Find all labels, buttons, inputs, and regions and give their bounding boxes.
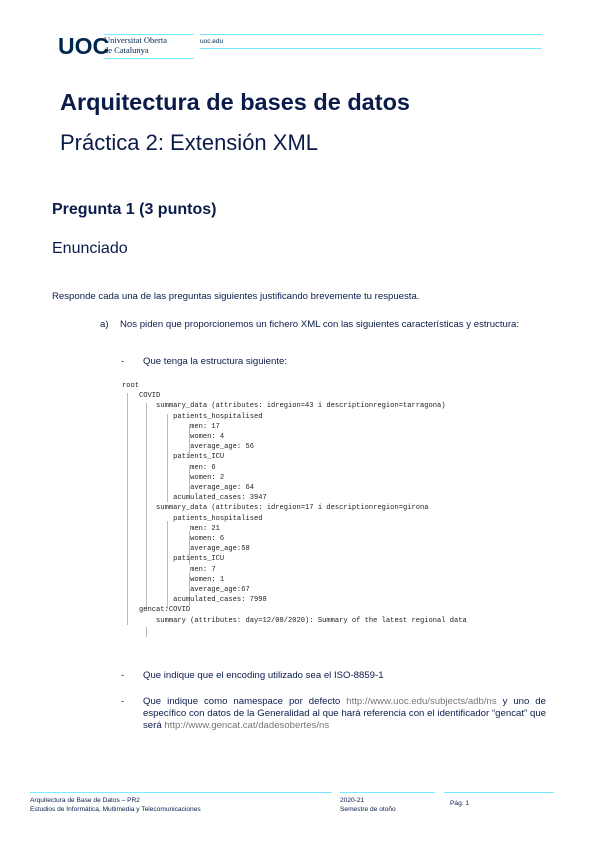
header-rule-top [200,34,542,35]
default-namespace-url[interactable]: http://www.uoc.edu/subjects/adb/ns [346,696,497,707]
bullet-dash: - [121,356,125,367]
list-item-a-text: Nos piden que proporcionemos un fichero XML con las siguientes características y estructura: [120,319,520,330]
university-name [104,36,167,55]
footer-rule-left [30,792,332,793]
bullet-dash: - [121,696,125,707]
document-title: Arquitectura de bases de datos [60,89,410,115]
bullet-namespace-text [143,696,546,732]
footer-course-name: Arquitectura de Base de Datos – PR2 [30,797,140,804]
header-url-link[interactable]: uoc.edu [200,38,224,45]
header-rule-bottom [200,48,542,49]
bullet-dash: - [121,670,125,681]
xml-structure-code-block: root COVID summary_data (attributes: idregion=43 i descriptionregion=tarragona) patients_hospitalised men: 17 women: 4 average_age: 56 patients_ICU men: 6 women: 2 average_age: 64 acumulated_cases: 3947 summary_data (attributes: idregion=17 i descriptionregion=girona patients_hospitalised men: 21 women: 6 average_age:58 patients_ICU men: 7 women: 1 average_age:67 acumulated_cases: 7998 gencat:COVID summary (attributes: day=12/08/2020): Summary of the latest regional data [122,382,467,625]
footer-rule-right [444,792,554,793]
university-name-line1: Universitat Oberta [104,35,168,45]
bullet-structure-text: Que tenga la estructura siguiente: [143,356,287,367]
list-marker-a: a) [100,319,109,330]
uoc-logo-letters: UOC [58,33,110,59]
namespace-text-part1: Que indique como namespace por defecto [143,696,347,707]
footer-studies-name: Estudios de Informática, Multimedia y Telecomunicaciones [30,806,201,813]
bullet-encoding-text: Que indique que el encoding utilizado sea el ISO-8859-1 [143,670,384,681]
footer-page-number: Pág. 1 [450,800,470,807]
footer-rule-middle [340,792,435,793]
intro-paragraph: Responde cada una de las preguntas siguientes justificando brevemente tu respuesta. [52,291,420,302]
footer-semester: Semestre de otoño [340,806,396,813]
document-subtitle: Práctica 2: Extensión XML [60,130,319,155]
header-rule-bottom-left [104,58,194,59]
section-heading: Enunciado [52,240,128,257]
uoc-logo-icon [58,32,110,60]
tree-guide-line [146,627,147,637]
gencat-namespace-url[interactable]: http://www.gencat.cat/dadesobertes/ns [164,720,330,731]
university-name-line2: de Catalunya [104,44,149,55]
question-heading: Pregunta 1 (3 puntos) [52,201,217,218]
namespace-text-part2: y uno de específico con datos de la Generalidad al que hará referencia con el identificador “gencat” que será [143,696,546,731]
footer-academic-year: 2020-21 [340,797,365,804]
